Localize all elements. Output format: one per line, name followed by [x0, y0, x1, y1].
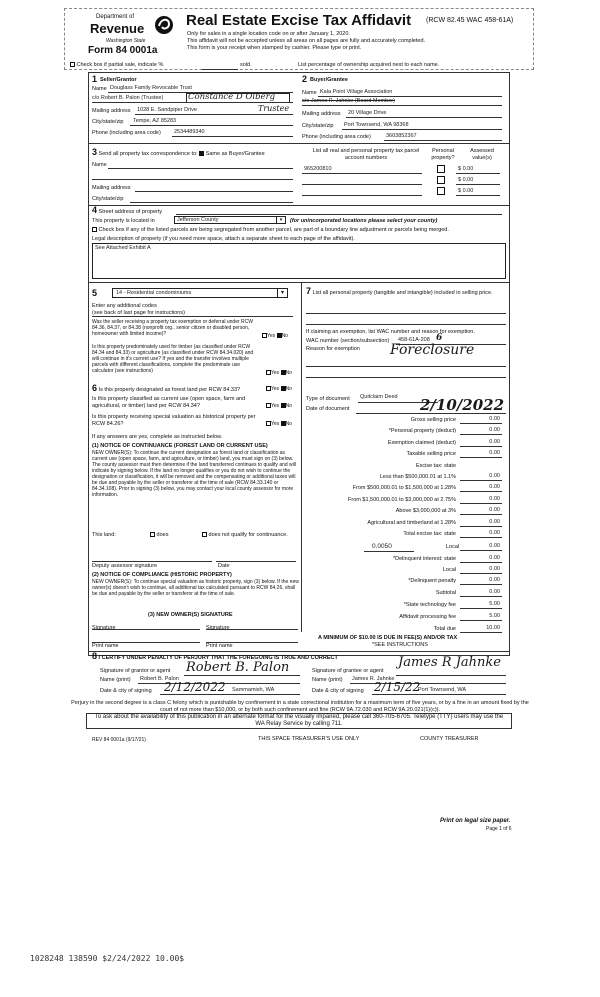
divider-section8: [88, 651, 510, 652]
section3-mailing-label: Mailing address: [92, 185, 131, 191]
form-rcw: (RCW 82.45 WAC 458-61A): [426, 17, 514, 24]
fee-label: Less than $500,000.01 at 1.1%: [379, 474, 456, 480]
deputy-date-label: Date: [218, 563, 230, 569]
form-number: Form 84 0001a: [88, 45, 158, 56]
seller-section-title: Seller/Grantor: [100, 77, 137, 83]
section5-q1: Was the seller receiving a property tax exemption or deferral under RCW 84.36, 84.37, or 84.38 (nonprofit org., senior citizen or disabled person, homeowner with limited income)?: [92, 319, 253, 337]
total-due-line: [460, 632, 502, 633]
fee-value-line: [460, 480, 502, 481]
seller-mailing-value: 1028 E. Sandpiper Drive: [137, 107, 197, 113]
buyer-section-number: 2: [302, 74, 308, 84]
reason-label: Reason for exemption: [306, 346, 360, 352]
section6-q2: Is this property classified as current use (open space, farm and agricultural, or timber) land per RCW 84.34?: [92, 396, 246, 409]
exemption-label: If claiming an exemption, list WAC number and reason for exemption.: [306, 329, 475, 335]
fee-label: Above $3,000,000 at 3%: [395, 508, 456, 515]
reason-line-2: [306, 377, 506, 378]
subtotal-value: 0.00: [489, 589, 500, 595]
seller-city-line: [130, 125, 293, 126]
parcel-row-1: 965200810: [304, 166, 332, 172]
local-rate: 0.0050: [372, 543, 392, 550]
section3-mailing-line: [135, 191, 293, 192]
buyer-name2-line: [302, 105, 502, 106]
fee-label: Agricultural and timberland at 1.28%: [367, 519, 456, 526]
deputy-date-line: [216, 561, 296, 562]
form-title: Real Estate Excise Tax Affidavit: [186, 12, 412, 29]
grantee-date-label: Date & city of signing: [312, 688, 364, 694]
seller-phone-line: [172, 136, 293, 137]
fee-value-line: [460, 446, 502, 447]
minimum-note: A MINIMUM OF $10.00 IS DUE IN FEE(S) AND/OR TAX: [318, 635, 458, 641]
rev-number: REV 84 0001a (9/17/21): [92, 737, 146, 743]
assessed-line-1: [456, 173, 500, 174]
fee-value: 0.00: [489, 427, 500, 434]
wac-value: 458-61A-208: [398, 337, 430, 343]
fee-label: From $500,000.01 to $1,500,000 at 1.28%: [352, 485, 456, 492]
section3-row: [92, 149, 265, 158]
section7-number: 7: [306, 286, 312, 296]
q2-no-label: No: [285, 370, 292, 376]
buyer-city-line: [342, 129, 502, 130]
fee-value-line: [460, 457, 502, 458]
section6-q3-answer: [266, 421, 292, 427]
subtotal-line: [460, 596, 502, 597]
total-due-value: 10.00: [486, 625, 500, 631]
alternate-format-notice: To ask about the availability of this publication in an alternate format for the visually impaired, please call 360-705-6705. Teletype (TTY) users may use the WA Relay Service by calling 711.: [94, 714, 504, 727]
seller-name-handwritten: Constance D Olberg: [188, 92, 276, 102]
fee-value-line: [460, 423, 502, 424]
delinq-state-line: [460, 562, 502, 563]
local-value: 0.00: [489, 543, 500, 549]
s6q2-no-label: No: [285, 403, 292, 409]
notice1-title: (1) NOTICE OF CONTINUANCE (FOREST LAND OR CURRENT USE): [92, 443, 268, 449]
reason-hand: Foreclosure: [390, 342, 475, 358]
section3-number: 3: [92, 147, 98, 157]
grantor-sig-line: [184, 675, 300, 676]
q2-yes-label: Yes: [271, 370, 280, 376]
dept-line3: Washington State: [106, 38, 146, 44]
property-use-chevron-down-icon: ▾: [277, 289, 287, 298]
fee-value: 0.00: [489, 507, 500, 514]
section-divider-vertical: [301, 282, 302, 632]
does-option: [150, 532, 168, 539]
penalty-label: *Delinquent penalty: [408, 578, 456, 584]
grantor-date-label: Date & city of signing: [100, 688, 152, 694]
deputy-sig-line: [92, 561, 212, 562]
delinq-state-label: *Delinquent interest: state: [393, 556, 456, 562]
same-as-buyer-checkbox[interactable]: [199, 151, 204, 156]
does-label: does: [156, 532, 169, 538]
assessed-value-3: $ 0.00: [458, 188, 474, 194]
delinq-local-label: Local: [442, 567, 456, 573]
fee-label: *Personal property (deduct): [388, 428, 456, 435]
reason-line-1: [306, 366, 506, 367]
buyer-phone-label: Phone (including area code): [302, 134, 371, 140]
grantor-date: 2/12/2022: [164, 680, 226, 694]
personal-checkbox-3[interactable]: [437, 187, 445, 195]
fee-label: Excise tax: state: [415, 462, 456, 469]
this-land-label: This land:: [92, 532, 116, 538]
grantor-name-label: Name (print): [100, 677, 131, 683]
grantee-name-label: Name (print): [312, 677, 343, 683]
same-as-buyer-label: Same as Buyer/Grantee: [205, 151, 265, 157]
seller-name-line2: c/o Robert B. Palon (Trustee): [92, 95, 164, 101]
buyer-phone-line: [384, 140, 502, 141]
does-not-checkbox[interactable]: [202, 532, 207, 537]
personal-line-2: [306, 324, 506, 325]
new-owner-sig-title: (3) NEW OWNER(S) SIGNATURE: [148, 612, 233, 618]
s6q1-yes-label: Yes: [271, 386, 280, 392]
does-not-option: [202, 532, 300, 539]
segregated-label: Check box if any of the listed parcels are being segregated from another parcel, are part of a boundary line adjustment or parcels being merged.: [98, 227, 449, 233]
fee-value: 0.00: [489, 518, 500, 525]
penalty-value: 0.00: [489, 577, 500, 583]
grantor-sig-label: Signature of grantor or agent: [100, 668, 171, 674]
dept-line2: Revenue: [90, 21, 145, 36]
legal-value: See Attached Exhibit A: [95, 245, 151, 251]
divider-1: [88, 143, 510, 144]
doc-date-line: [356, 413, 506, 414]
fee-value: 0.00: [489, 530, 500, 536]
revenue-swirl-icon: [154, 14, 174, 36]
personal-checkbox-2[interactable]: [437, 176, 445, 184]
affidavit-fee-line: [460, 620, 502, 621]
print-name-label-2: Print name: [206, 643, 233, 649]
local-rate-line: [364, 551, 414, 552]
notice2-text: NEW OWNER(S): To continue special valuation as historic property, sign (3) below. If the new owner(s) doesn't wish to continue, all additional tax calculated pursuant to RCW 84.26, shall be due and payable by the seller or transferor at the time of sale.: [92, 579, 299, 597]
seller-name-value: Douglass Family Revocable Trust: [110, 85, 192, 91]
fee-value: 0.00: [489, 484, 500, 491]
fee-value-line: [460, 526, 502, 527]
seller-name2-line: [92, 102, 293, 103]
section6-q3: Is this property receiving special valuation as historical property per RCW 84.26?: [92, 414, 256, 427]
assessed-line-3: [456, 195, 500, 196]
grantee-date-line: [372, 694, 506, 695]
grantee-date: 2/15/22: [374, 680, 421, 694]
wac-hand: 6: [436, 333, 443, 343]
seller-mailing-label: Mailing address: [92, 108, 131, 114]
fee-value-line: [460, 514, 502, 515]
section5-codes-line: [92, 316, 293, 317]
affidavit-fee-value: 5.00: [489, 613, 500, 619]
segregated-row: [92, 227, 507, 234]
delinq-state-value: 0.00: [489, 555, 500, 561]
assessed-col-header: Assessed value(s): [470, 148, 494, 161]
does-not-label: does not qualify for continuance.: [208, 532, 288, 538]
see-instructions: *SEE INSTRUCTIONS: [372, 642, 428, 648]
fee-value: 0.00: [489, 450, 500, 457]
recording-stamp: 1028248 138590 $2/24/2022 10.00$: [30, 954, 185, 963]
seller-phone-label: Phone (including area code): [92, 130, 161, 136]
grantor-city: Sammamish, WA: [232, 687, 275, 693]
section7-row: [306, 288, 506, 297]
section3-city-label: City/state/zip: [92, 196, 124, 202]
s6q3-yes-label: Yes: [271, 421, 280, 427]
this-land-row: [92, 532, 116, 539]
section8-number: 8: [92, 651, 98, 661]
legal-description-field[interactable]: [92, 243, 506, 279]
see-back-label: (see back of last page for instructions): [92, 310, 185, 316]
partial-sale-checkbox[interactable]: [70, 62, 75, 67]
seller-mailing-line: [135, 114, 293, 115]
buyer-mailing-label: Mailing address: [302, 111, 341, 117]
located-label: This property is located in: [92, 218, 155, 224]
if-yes-note: If any answers are yes, complete as instructed below.: [92, 434, 223, 440]
section6-q1: Is this property designated as forest land per RCW 84.33?: [98, 387, 241, 393]
fee-value-line: [460, 503, 502, 504]
doc-date-label: Date of document: [306, 406, 350, 412]
partial-sale-row: [70, 62, 163, 69]
personal-col-header: Personal property?: [431, 148, 455, 161]
print-legal-note: Print on legal size paper.: [440, 818, 511, 824]
property-use-select[interactable]: [112, 288, 288, 298]
buyer-mailing-line: [346, 117, 502, 118]
tech-fee-label: *State technology fee: [403, 602, 456, 608]
s6q3-no-label: No: [285, 421, 292, 427]
dept-line1: Department of: [96, 14, 135, 20]
county-value: Jefferson County: [177, 217, 219, 223]
fee-value: 0.00: [489, 438, 500, 445]
grantee-signature: James R Jahnke: [398, 655, 501, 670]
fee-value-line: [460, 491, 502, 492]
personal-property-label: List all personal property (tangible and intangible) included in selling price.: [312, 290, 493, 296]
deputy-label: Deputy assessor signature: [92, 563, 158, 569]
notice2-title: (2) NOTICE OF COMPLIANCE (HISTORIC PROPERTY): [92, 572, 232, 578]
grantor-date-line: [160, 694, 300, 695]
street-row: [92, 207, 162, 216]
s6q1-no-label: No: [285, 386, 292, 392]
grantee-name-value: James R. Jahnke: [352, 676, 395, 682]
local-value-line: [460, 550, 502, 551]
section5-number: 5: [92, 288, 98, 298]
section3-name-line: [108, 168, 293, 169]
fee-value: 0.00: [489, 416, 500, 422]
street-label: Street address of property: [98, 209, 163, 215]
partial-sale-label: Check box if partial sale, indicate %: [76, 62, 164, 68]
total-due-label: Total due: [433, 626, 456, 632]
section6-q1-row: [92, 385, 240, 394]
header-note3: This form is your receipt when stamped by cashier. Please type or print.: [187, 45, 362, 51]
ownership-label: List percentage of ownership acquired next to each name.: [298, 62, 440, 68]
parcel-line-2: [302, 184, 422, 185]
fee-label: From $1,500,000.01 to $3,000,000 at 2.75%: [348, 496, 456, 503]
segregated-checkbox[interactable]: [92, 227, 97, 232]
fee-value-line: [460, 537, 502, 538]
sold-label: sold.: [240, 62, 252, 68]
signature-label-1: Signature: [92, 625, 116, 631]
buyer-mailing-value: 20 Village Drive: [348, 110, 387, 116]
delinq-local-line: [460, 573, 502, 574]
q1-no-label: No: [281, 333, 288, 339]
delinq-local-value: 0.00: [489, 566, 500, 572]
tech-fee-value: 5.00: [489, 601, 500, 607]
section5-q2-answer: [266, 370, 292, 376]
additional-codes-label: Enter any additional codes: [92, 303, 157, 309]
assessed-line-2: [456, 184, 500, 185]
buyer-city-value: Port Townsend, WA 98368: [344, 122, 409, 128]
section3-city-line: [130, 202, 293, 203]
county-chevron-down-icon: ▾: [276, 217, 285, 224]
seller-city-label: City/state/zip: [92, 119, 124, 125]
buyer-name-line: [318, 96, 502, 97]
section6-number: 6: [92, 383, 98, 393]
wac-label: WAC number (section/subsection): [306, 338, 390, 344]
fee-label: Taxable selling price: [406, 451, 456, 458]
notice1-text: NEW OWNER(S): To continue the current designation as forest land or classification as current use (open space, farm, and agriculture, or timber) land, you must sign on (3) below. The county assessor must then determine if the land transferred continues to qualify and will indicate by signing below. If the land no longer qualifies or you do not wish to continue the designation or classification, it will be removed and the compensating or additional taxes will be due and payable by the seller or transferor at the time of sale (RCW 84.33.140 or 84.34.108). Prior to signing (3) below, you may contact your local county assessor for more information.: [92, 450, 296, 498]
section3-name-label: Name: [92, 162, 107, 168]
section6-q1-answer: [266, 386, 292, 392]
fee-value: 0.00: [489, 473, 500, 479]
grantee-sig-line: [396, 675, 506, 676]
divider-3: [88, 282, 510, 283]
seller-name-label: Name: [92, 86, 107, 92]
header-note1: Only for sales in a single location code on or after January 1, 2020.: [187, 31, 350, 37]
does-checkbox[interactable]: [150, 532, 155, 537]
divider-2: [88, 205, 510, 206]
property-use-value: 14 - Residential condominiums: [116, 290, 192, 296]
legal-label: Legal description of property (if you need more space, attach a separate sheet to each page of the affidavit).: [92, 236, 355, 242]
buyer-name-value: Kala Point Village Association: [320, 89, 393, 95]
q1-yes-label: Yes: [267, 333, 276, 339]
grantee-sig-label: Signature of grantee or agent: [312, 668, 384, 674]
buyer-name-line2: c/o James R. Jahnke (Board Member): [302, 98, 395, 104]
unincorporated-note: (for unincorporated locations please select your county): [290, 218, 438, 224]
grantee-city: Port Townsend, WA: [418, 687, 466, 693]
buyer-name-label: Name: [302, 90, 317, 96]
assessed-value-2: $ 0.00: [458, 177, 474, 183]
certify-text: I CERTIFY UNDER PENALTY OF PERJURY THAT THE FOREGOING IS TRUE AND CORRECT: [98, 655, 338, 661]
buyer-section-title: Buyer/Grantee: [310, 77, 348, 83]
section3-blank-line: [92, 179, 293, 180]
fee-value: 0.00: [489, 495, 500, 502]
personal-checkbox-1[interactable]: [437, 165, 445, 173]
subtotal-label: Subtotal: [435, 590, 456, 596]
seller-trustee-handwritten: Trustee: [258, 104, 290, 113]
assessed-value-1: $ 0.00: [458, 166, 474, 172]
section6-q2-answer: [266, 403, 292, 409]
s6q2-yes-label: Yes: [271, 403, 280, 409]
county-treasurer: COUNTY TREASURER: [420, 736, 479, 742]
grantor-name-value: Robert B. Palon: [140, 676, 179, 682]
doc-type-label: Type of document: [306, 396, 350, 402]
affidavit-fee-label: Affidavit processing fee: [399, 614, 456, 620]
perjury-notice: Perjury in the second degree is a class C felony which is punishable by confinement in a state correctional institution for a maximum term of five years, or by a fine in an amount fixed by the court of not more than $10,000, or by both such confinement and fine (RCW 9A.72.030 and RCW 9A.20.021(1)(c)).: [71, 700, 529, 713]
buyer-phone-value: 3603852367: [386, 133, 417, 139]
seller-phone-value: 2534489340: [174, 129, 205, 135]
seller-section-number: 1: [92, 74, 98, 84]
header-note2: This affidavit will not be accepted unless all areas on all pages are fully and accurately completed.: [187, 38, 426, 44]
parcel-col-header: List all real and personal property tax parcel account numbers: [312, 148, 420, 161]
treasurer-use: THIS SPACE TREASURER'S USE ONLY: [258, 736, 360, 742]
doc-date-hand: 2/10/2022: [420, 396, 505, 414]
local-label: Local: [446, 544, 460, 550]
buyer-city-label: City/state/zip: [302, 123, 334, 129]
print-name-label-1: Print name: [92, 643, 119, 649]
page-number: Page 1 of 6: [486, 826, 512, 832]
street-line: [176, 214, 502, 215]
penalty-line: [460, 584, 502, 585]
tech-fee-line: [460, 608, 502, 609]
doc-type-value: Quitclaim Deed: [360, 394, 398, 400]
section4-number: 4: [92, 205, 98, 215]
fee-label: Total excise tax: state: [403, 531, 456, 537]
partial-percent-line: [202, 69, 238, 70]
parcel-line-1: [302, 173, 422, 174]
seller-city-value: Tempe, AZ 85283: [133, 118, 177, 124]
fee-label: Exemption claimed (deduct): [387, 439, 456, 446]
personal-line-1: [306, 313, 506, 314]
parcel-line-3: [302, 195, 422, 196]
section3-label: Send all property tax correspondence to:: [98, 151, 198, 157]
fee-value-line: [460, 434, 502, 435]
signature-label-2: Signature: [206, 625, 230, 631]
grantor-signature: Robert B. Palon: [186, 660, 290, 675]
county-select[interactable]: [174, 216, 286, 224]
section5-q2: Is this property predominately used for timber (as classified under RCW 84.34 and 84.33) or agriculture (as classified under RCW 84.34.020) and will continue in it's current use? If yes and the transfer involves multiple parcels with different classifications, complete the predominate use calculator (see instructions): [92, 344, 254, 374]
section5-q1-answer: [262, 333, 288, 339]
fee-label: Gross selling price: [410, 417, 456, 423]
